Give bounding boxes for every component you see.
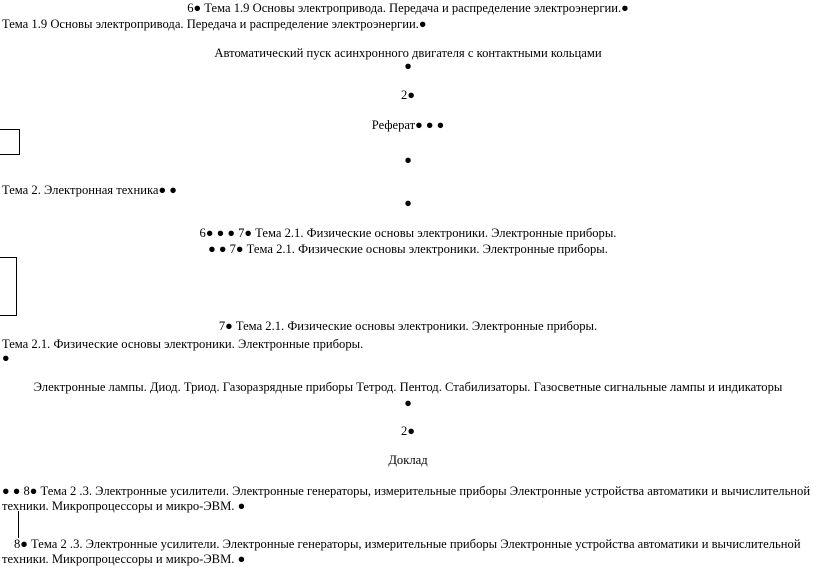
- left-frame-box-2: [0, 257, 17, 316]
- line-electron-tubes: Электронные лампы. Диод. Триод. Газоразрядные приборы Тетрод. Пентод. Стабилизаторы. Газосветные сигнальные лампы и индикаторы: [33, 380, 783, 394]
- bullet-marker: ●: [404, 153, 412, 167]
- line-doklad: Доклад: [388, 453, 428, 467]
- line-page-number-2b: 2●: [401, 424, 415, 438]
- line-topic-2-electronics: Тема 2. Электронная техника● ●: [2, 183, 177, 197]
- line-topic-2-1-a: 6● ● ● 7● Тема 2.1. Физические основы электроники. Электронные приборы.: [199, 226, 617, 240]
- bullet-marker: ●: [404, 196, 412, 210]
- line-topic-2-3-a-cont: техники. Микропроцессоры и микро-ЭВМ. ●: [2, 499, 246, 513]
- bullet-marker: ●: [404, 396, 412, 410]
- bullet-marker: ●: [2, 351, 10, 365]
- line-page-number-2: 2●: [401, 88, 415, 102]
- line-topic-2-1-c: 7● Тема 2.1. Физические основы электроники. Электронные приборы.: [218, 319, 598, 333]
- line-auto-start-title: Автоматический пуск асинхронного двигателя с контактными кольцами: [214, 46, 602, 60]
- line-topic-2-1-b: ● ● 7● Тема 2.1. Физические основы электроники. Электронные приборы.: [208, 242, 608, 256]
- line-referat: Реферат● ● ●: [371, 118, 445, 132]
- line-topic-1-9-left: Тема 1.9 Основы электропривода. Передача и распределение электроэнергии.●: [2, 17, 427, 31]
- line-topic-2-3-b: 8● Тема 2 .3. Электронные усилители. Электронные генераторы, измерительные приборы Электронные устройства автоматики и вычислительной: [14, 537, 801, 551]
- left-vertical-rule: [18, 511, 19, 538]
- line-topic-1-9-centered: 6● Тема 1.9 Основы электропривода. Передача и распределение электроэнергии.●: [187, 1, 629, 15]
- bullet-marker: ●: [404, 59, 412, 73]
- line-topic-2-1-left: Тема 2.1. Физические основы электроники. Электронные приборы.: [2, 337, 364, 351]
- line-topic-2-3-b-cont: техники. Микропроцессоры и микро-ЭВМ. ●: [2, 552, 246, 566]
- line-topic-2-3-a: ● ● 8● Тема 2 .3. Электронные усилители. Электронные генераторы, измерительные приборы Электронные устройства автоматики и вычислительной: [2, 484, 811, 498]
